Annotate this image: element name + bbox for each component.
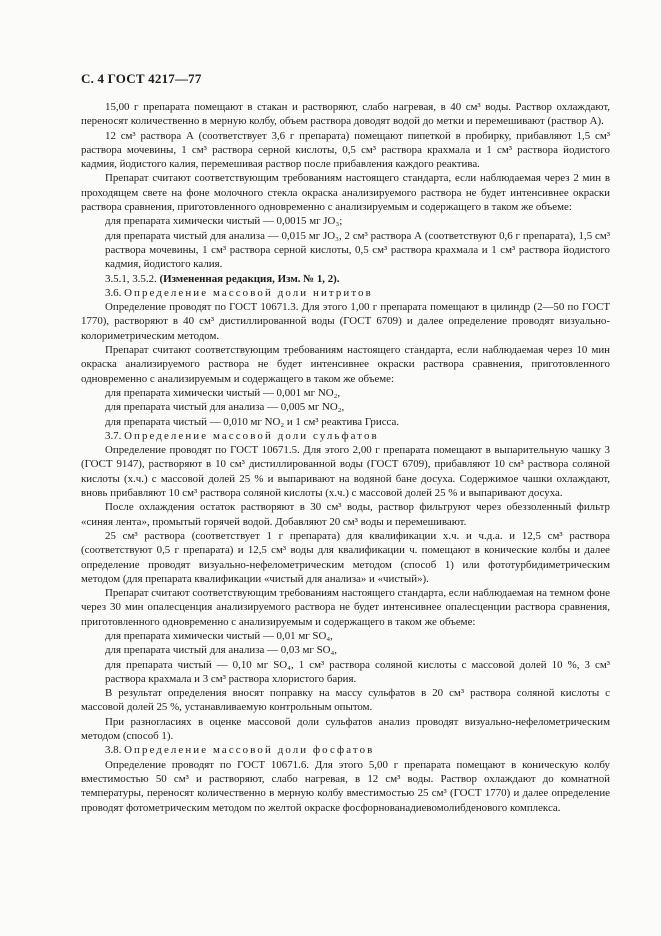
section-number: 3.6. [105,286,122,299]
paragraph: При разногласиях в оценке массовой доли сульфатов анализ проводят визуально-нефелометрическим методом (способ 1). [81,715,610,743]
section-heading [81,743,610,757]
paragraph: Определение проводят по ГОСТ 10671.6. Для этого 5,00 г препарата помещают в коническую колбу вместимостью 50 см³ и растворяют, слабо нагревая, в 12 см³ воды. Раствор охлаждают до комнатной температуры, переносят количественно в мерную колбу вместимостью 25 см³ (ГОСТ 1770) и далее определение проводят фотометрическим методом по желтой окраске фосфорнованадиевомолибденового комплекса. [81,758,610,814]
section-title: Определение массовой доли сульфатов [124,429,379,442]
section-number: 3.7. [105,429,122,442]
list-item: для препарата чистый — 0,010 мг NO₂ и 1 см³ реактива Грисса. [105,415,400,428]
clause-number: 3.5.1, 3.5.2. [105,272,157,285]
section-title: Определение массовой доли нитритов [124,286,373,299]
section-heading [81,286,610,300]
list-item: для препарата чистый для анализа — 0,015 мг JO₃, 2 см³ раствора А (соответствуют 0,6 г препарата), 1,5 см³ раствора мочевины, 1 см³ раствора серной кислоты, 0,5 см³ раствора крахмала и 1 см³ раствора йодистого кадмия, йодистого калия. [105,229,610,271]
document-body [81,100,610,815]
amendment-text: (Измененная редакция, Изм. № 1, 2). [159,272,340,285]
list-item: для препарата химически чистый — 0,0015 мг JO₃; [105,215,343,228]
list-item: для препарата чистый — 0,10 мг SO₄, 1 см³ раствора соляной кислоты с массовой долей 10 %, 3 см³ раствора крахмала и 3 см³ раствора хлористого бария. [105,658,610,685]
paragraph: 15,00 г препарата помещают в стакан и растворяют, слабо нагревая, в 40 см³ воды. Раствор охлаждают, переносят количественно в мерную колбу, объем раствора доводят водой до метки и перемешивают (раствор А). [81,101,610,128]
paragraph: Определение проводят по ГОСТ 10671.3. Для этого 1,00 г препарата помещают в цилиндр (2—50 по ГОСТ 1770), растворяют в 40 см³ дистиллированной воды (ГОСТ 6709) и далее определение проводят визуально-колориметрическим методом. [81,301,610,342]
list-item: для препарата чистый для анализа — 0,005 мг NO₂, [105,401,345,414]
page-header: С. 4 ГОСТ 4217—77 [81,71,202,86]
paragraph: Препарат считают соответствующим требованиям настоящего стандарта, если наблюдаемая на темном фоне через 30 мин опалесценция анализируемого раствора не будет интенсивнее опалесценции раствора сравнения, приготовленного одновременно с анализируемым и содержащего в таком же объеме: [81,587,610,628]
paragraph: 25 см³ раствора (соответствует 1 г препарата) для квалификации х.ч. и ч.д.а. и 12,5 см³ раствора (соответствуют 0,5 г препарата) и 12,5 см³ воды для квалификации ч. помещают в конические колбы и далее определение проводят визуально-нефелометрическим методом (способ 1) или фототурбидиметрическим методом (для препарата квалификации «чистый для анализа» и «чистый»). [81,529,610,585]
list-item: для препарата химически чистый — 0,01 мг SO₄, [105,629,333,642]
section-title: Определение массовой доли фосфатов [124,744,375,757]
paragraph: В результат определения вносят поправку на массу сульфатов в 20 см³ раствора соляной кислоты с массовой долей 25 %, устанавливаемую контрольным опытом. [81,687,610,714]
list-item: для препарата химически чистый — 0,001 мг NO₂, [105,386,341,399]
section-number: 3.8. [105,744,122,757]
section-heading [81,429,610,443]
amendment-note [81,272,610,286]
paragraph: 12 см³ раствора А (соответствует 3,6 г препарата) помещают пипеткой в пробирку, прибавляют 1,5 см³ раствора мочевины, 1 см³ раствора серной кислоты, 0,5 см³ раствора крахмала и 1 см³ раствора йодистого кадмия, йодистого калия, перемешивая раствор после прибавления каждого реактива. [81,129,610,171]
paragraph: После охлаждения остаток растворяют в 30 см³ воды, раствор фильтруют через обеззоленный фильтр «синяя лента», промытый горячей водой. Добавляют 20 см³ воды и перемешивают. [81,501,610,528]
paragraph: Препарат считают соответствующим требованиям настоящего стандарта, если наблюдаемая через 10 мин окраска анализируемого раствора не будет интенсивнее окраски раствора сравнения, приготовленного одновременно с анализируемым и содержащего в таком же объеме: [81,344,610,385]
paragraph: Препарат считают соответствующим требованиям настоящего стандарта, если наблюдаемая через 2 мин в проходящем свете на фоне молочного стекла окраска анализируемого раствора не будет интенсивнее окраски раствора сравнения, приготовленного одновременно с анализируемым и содержащего в таком же объеме: [81,172,610,214]
paragraph: Определение проводят по ГОСТ 10671.5. Для этого 2,00 г препарата помещают в выпарительную чашку 3 (ГОСТ 9147), растворяют в 10 см³ дистиллированной воды (ГОСТ 6709), прибавляют 10 см³ раствора соляной кислоты (х.ч.) с массовой долей 25 % и выпаривают на водяной бане досуха. Содержимое чашки охлаждают, вновь прибавляют 10 см³ раствора соляной кислоты (х.ч.) с массовой долей 25 % и выпаривают досуха. [81,444,610,500]
list-item: для препарата чистый для анализа — 0,03 мг SO₄, [105,644,338,657]
